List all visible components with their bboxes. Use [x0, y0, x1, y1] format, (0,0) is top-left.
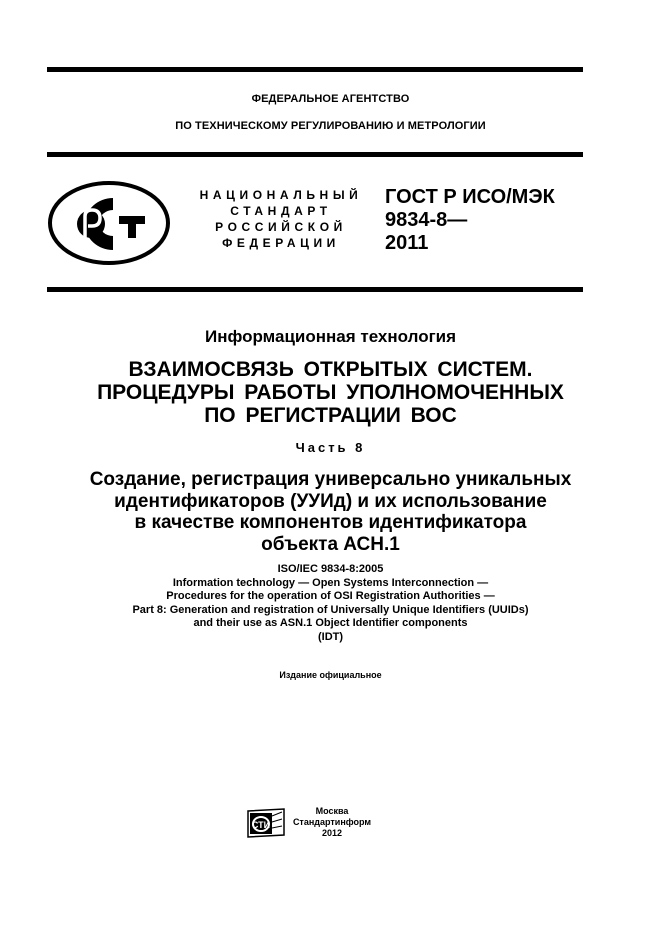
subtitle-line: объекта АСН.1 — [261, 533, 400, 555]
standard-designation — [385, 186, 555, 255]
main-title — [0, 358, 661, 427]
english-title-line: Part 8: Generation and registration of Universally Unique Identifiers (UUIDs) — [132, 603, 529, 616]
agency-line-1: ФЕДЕРАЛЬНОЕ АГЕНТСТВО — [251, 93, 410, 105]
rst-logo-icon — [47, 180, 171, 266]
header-rule — [47, 152, 583, 157]
edition-label: Издание официальное — [279, 670, 382, 680]
publication-year: 2012 — [321, 828, 343, 838]
english-title-line: and their use as ASN.1 Object Identifier components — [193, 617, 468, 629]
subtitle — [0, 469, 661, 555]
main-title-line: ПО РЕГИСТРАЦИИ ВОС — [204, 404, 457, 427]
national-standard-label — [186, 187, 376, 251]
publisher-city: Москва — [315, 806, 349, 816]
iso-designation: ISO/IEC 9834-8:2005 — [277, 563, 384, 575]
national-line: ФЕДЕРАЦИИ — [222, 236, 340, 250]
english-title-line: Information technology — Open Systems Interconnection — — [172, 576, 489, 589]
national-line: СТАНДАРТ — [230, 204, 332, 218]
publisher-name: Стандартинформ — [292, 817, 372, 827]
national-line: НАЦИОНАЛЬНЫЙ — [199, 188, 363, 202]
part-label: Часть 8 — [295, 440, 366, 455]
standartinform-logo-icon — [246, 808, 286, 838]
designation-line: 2011 — [385, 232, 429, 254]
main-title-line: ПРОЦЕДУРЫ РАБОТЫ УПОЛНОМОЧЕННЫХ — [97, 381, 564, 404]
agency-line-2: ПО ТЕХНИЧЕСКОМУ РЕГУЛИРОВАНИЮ И МЕТРОЛОГИИ — [175, 120, 486, 132]
topic-title: Информационная технология — [204, 327, 457, 346]
english-title-line: Procedures for the operation of OSI Registration Authorities — — [166, 590, 495, 602]
svg-text:СТИ: СТИ — [251, 820, 271, 830]
main-title-line: ВЗАИМОСВЯЗЬ ОТКРЫТЫХ СИСТЕМ. — [128, 358, 533, 381]
standard-block-rule — [47, 287, 583, 292]
subtitle-line: идентификаторов (УУИд) и их использование — [114, 490, 547, 512]
publisher-info — [292, 806, 372, 839]
top-rule — [47, 67, 583, 72]
designation-line: 9834-8— — [385, 209, 468, 231]
equivalence-mark: (IDT) — [317, 630, 344, 643]
designation-line: ГОСТ Р ИСО/МЭК — [385, 186, 555, 208]
subtitle-line: в качестве компонентов идентификатора — [134, 512, 527, 533]
international-reference — [0, 563, 661, 644]
national-line: РОССИЙСКОЙ — [215, 220, 347, 234]
subtitle-line: Создание, регистрация универсально уникальных — [89, 469, 572, 490]
